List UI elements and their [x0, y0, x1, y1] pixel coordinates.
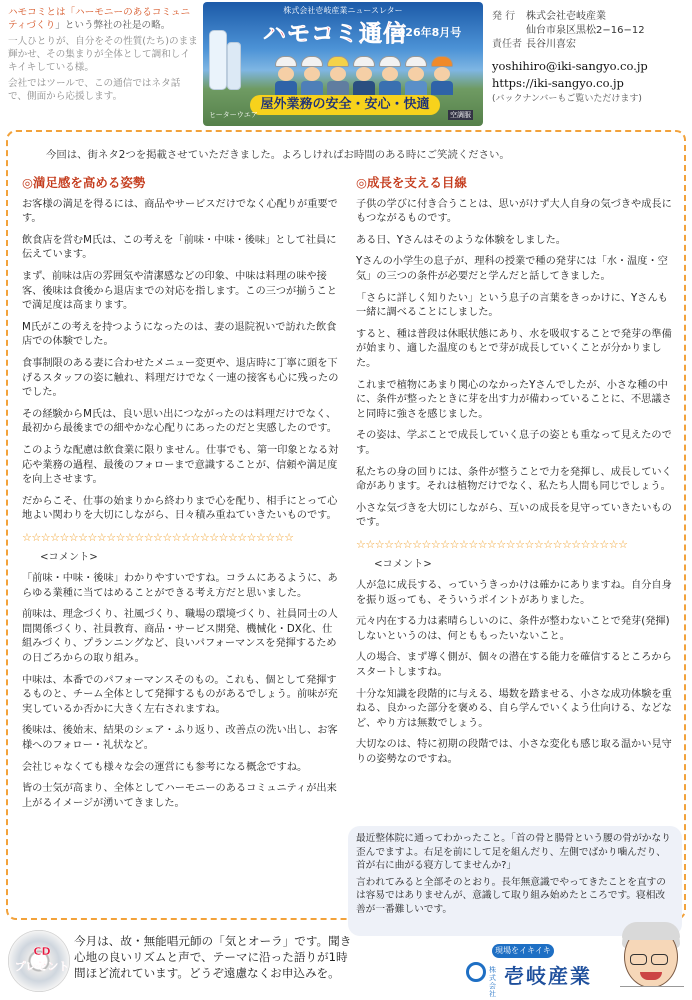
company-logo	[466, 944, 616, 996]
right-comment: 十分な知識を段階的に与える、場数を踏ませる、小さな成功体験を重ねる、良かった部分を褒める、自ら学んでいくよう仕向ける、などなど、やり方は無数でしょう。	[356, 688, 672, 729]
newsletter-banner	[203, 2, 483, 126]
publisher-label: 発 行	[492, 11, 516, 22]
backnumber-note: (バックナンバーもご覧いただけます)	[492, 94, 642, 104]
right-paragraph: Yさんの小学生の息子が、理科の授業で種の発芽には「水・温度・空気」の三つの条件が必要だと学んだと話してきました。	[356, 256, 668, 282]
right-comment: 大切なのは、特に初期の段階では、小さな変化も感じ取る温かい見守りの姿勢なのですね。	[356, 739, 672, 765]
left-paragraph: まず、前味は店の雰囲気や清潔感などの印象、中味は料理の味や接客、後味は食後から退店までの対応を指します。この三つが揃うことで満足度は高まります。	[22, 270, 337, 312]
cd-present-label: CD プレゼント	[14, 945, 70, 973]
right-paragraph: その姿は、学ぶことで成長していく息子の姿とも重なって見えたのです。	[356, 430, 672, 456]
right-paragraph: ある日、Yさんはそのような体験をしました。	[356, 234, 566, 246]
right-paragraph: すると、種は普段は休眠状態にあり、水を吸収することで発芽の準備が始まり、適した温度のもとで芽が成長していくことが分かりました。	[356, 328, 672, 369]
left-paragraph: その経験からM氏は、良い思い出につながったのは料理だけでなく、最初から最後までの細やかな心配りにあったのだと実感したのです。	[22, 408, 337, 435]
left-paragraph: M氏がこの考えを持つようになったのは、妻の退院祝いで訪れた飲食店での体験でした。	[22, 321, 337, 348]
publisher-address: 仙台市泉区黒松2−16−12	[526, 25, 645, 36]
intro-text	[8, 6, 198, 106]
left-comment: 「前味・中味・後味」わかりやすいですね。コラムにあるように、あらゆる業種に当てはめることができる考え方だと思いました。	[22, 573, 338, 599]
editor-portrait	[616, 920, 688, 998]
comment-label: <コメント>	[40, 552, 98, 564]
star-divider: ☆☆☆☆☆☆☆☆☆☆☆☆☆☆☆☆☆☆☆☆☆☆☆☆☆☆☆☆☆	[22, 530, 294, 544]
intro-line-3: 会社ではツールで、この通信ではネタ話で、側面から応援します。	[8, 78, 181, 102]
issue-date: 2026年8月号	[390, 26, 462, 39]
logo-company-name: 壱岐産業	[504, 964, 592, 988]
left-paragraph: だからこそ、仕事の始まりから終わりまで心を配り、相手にとって心地よい関わりを大切にしながら、日々積み重ねていきたいものです。	[22, 495, 338, 522]
lead-text: 今回は、街ネタ2つを掲載させていただきました。よろしければお時間のある時にご笑読ください。	[46, 149, 510, 161]
editor-label: 責任者	[492, 39, 522, 50]
left-comment: 皆の士気が高まり、全体としてハーモニーのあるコミュニティが出来上がるイメージが湧いてきました。	[22, 783, 337, 809]
left-paragraph: お客様の満足を得るには、商品やサービスだけでなく心配りが重要です。	[22, 198, 338, 225]
motto-emphasis: ハーモニーのあるコミュニティづくり	[8, 7, 191, 31]
left-paragraph: このような配慮は飲食業に限りません。仕事でも、第一印象となる対応や業務の過程、最後のフォローまで意識することが、信頼や満足度を向上させます。	[22, 444, 339, 486]
worker-illustration	[301, 56, 323, 96]
left-heading: ◎満足感を高める姿勢	[22, 175, 146, 190]
publisher-info	[492, 10, 688, 106]
left-paragraph: 食事制限のある妻に合わせたメニュー変更や、退店時に丁寧に頭を下げるスタッフの姿に触れ、料理だけでなく一連の接客も心に残ったのでした。	[22, 357, 339, 399]
right-paragraph: 子供の学びに付き合うことは、思いがけず大人自身の気づきや成長にもつながるものです。	[356, 198, 672, 225]
right-comment: 元々内在する力は素晴らしいのに、条件が整わないことで発芽(発揮)しないというのは、何とももったいないこと。	[356, 616, 670, 642]
left-column	[22, 176, 340, 818]
left-comment: 中味は、本番でのパフォーマンスそのもの。これも、個として発揮するものと、チーム全体として発揮するものがあるでしょう。前味が充実しているか否かに大きく左右されますね。	[22, 674, 338, 715]
worker-illustration	[327, 56, 349, 96]
right-paragraph: 私たちの身の回りには、条件が整うことで力を発揮し、成長していく命があります。それは植物だけでなく、私たち人間も同じでしょう。	[356, 466, 672, 493]
cd-present-text: 今月は、故・無能唱元師の「気とオーラ」です。聞き心地の良いリズムと声で、テーマに沿った語りが1時間ほど流れています。どうぞ遠慮なくお申込みを。	[74, 934, 352, 980]
editor-name: 長谷川喜宏	[526, 39, 576, 50]
worker-illustration	[353, 56, 375, 96]
product-label-right: 空調服	[450, 111, 471, 119]
email-link[interactable]: yoshihiro@iki-sangyo.co.jp	[492, 59, 648, 73]
right-comment: 人の場合、まず導く側が、個々の潜在する能力を確信するところからスタートしますね。	[356, 652, 672, 679]
right-paragraph: 小さな気づきを大切にしながら、互いの成長を見守っていきたいものです。	[356, 502, 672, 529]
website-link[interactable]: https://iki-sangyo.co.jp	[492, 76, 624, 90]
right-column	[356, 176, 674, 775]
logo-mark-icon	[466, 962, 486, 982]
health-note-paragraph: 最近整体院に通ってわかったこと。「首の骨と腸骨という腰の骨がかなり歪んでますよ。右足を前にして足を組んだり、左側でばかり噛んだり、首が右に曲がる寝方してませんか?」	[356, 833, 671, 872]
health-note-paragraph: 言われてみると全部そのとおり。長年無意識でやってきたことを直すのは容易ではありませんが、意識して取り組み始めたところです。寝相改善が一番難しいです。	[356, 876, 666, 915]
comment-label: <コメント>	[374, 559, 432, 571]
worker-illustration	[431, 56, 453, 96]
worker-illustration	[379, 56, 401, 96]
star-divider: ☆☆☆☆☆☆☆☆☆☆☆☆☆☆☆☆☆☆☆☆☆☆☆☆☆☆☆☆☆	[356, 537, 628, 551]
right-paragraph: 「さらに詳しく知りたい」という息子の言葉をきっかけに、Yさんも一緒に調べることにしました。	[356, 292, 668, 319]
spray-bottle-image-2	[227, 42, 241, 90]
theme-banner: 屋外業務の安全・安心・快適	[250, 95, 440, 115]
left-comment: 前味は、理念づくり、社風づくり、職場の環境づくり、社員同士の人間関係づくり、社員教育、商品・サービス開発、機械化・DX化、仕組みづくり、プランニングなど、良いパフォーマンスを発揮するための日ごろからの取り組み。	[22, 609, 338, 665]
worker-illustration	[275, 56, 297, 96]
worker-illustration	[405, 56, 427, 96]
left-comment: 会社じゃなくても様々な会の運営にも参考になる概念ですね。	[22, 761, 308, 773]
product-label-heater: ヒーターウエア	[209, 111, 258, 119]
logo-tagline: 現場をイキイキ	[492, 944, 554, 958]
right-heading: ◎成長を支える目線	[356, 175, 467, 190]
right-comment: 人が急に成長する、っていうきっかけは確かにありますね。自分自身を振り返っても、そういうポイントがありました。	[356, 580, 672, 606]
banner-publisher: 株式会社壱岐産業ニュースレター	[283, 6, 403, 15]
spray-bottle-image	[209, 30, 227, 90]
publisher-name: 株式会社壱岐産業	[526, 11, 606, 22]
right-paragraph: これまで植物にあまり関心のなかったYさんでしたが、小さな種の中に、条件が整ったときに芽を出す力が備わっていることに、不思議さと同時に強さを感じました。	[356, 379, 672, 420]
intro-line-1: ハモコミとは「ハーモニーのあるコミュニティづくり」という弊社の社是の略。	[8, 7, 191, 31]
intro-line-2: 一人ひとりが、自分をその性質(たち)のまま輝かせ、その集まりが全体として調和しイキイキしている様。	[8, 36, 198, 73]
left-paragraph: 飲食店を営むM氏は、この考えを「前味・中味・後味」として社員に伝えています。	[22, 234, 337, 261]
logo-kabushiki: 株式会社	[489, 966, 496, 998]
left-comment: 後味は、後始末、結果のシェア・ふり返り、改善点の洗い出し、お客様へのフォロー・礼状など。	[22, 725, 338, 751]
newsletter-title: ハモコミ通信	[263, 21, 407, 47]
